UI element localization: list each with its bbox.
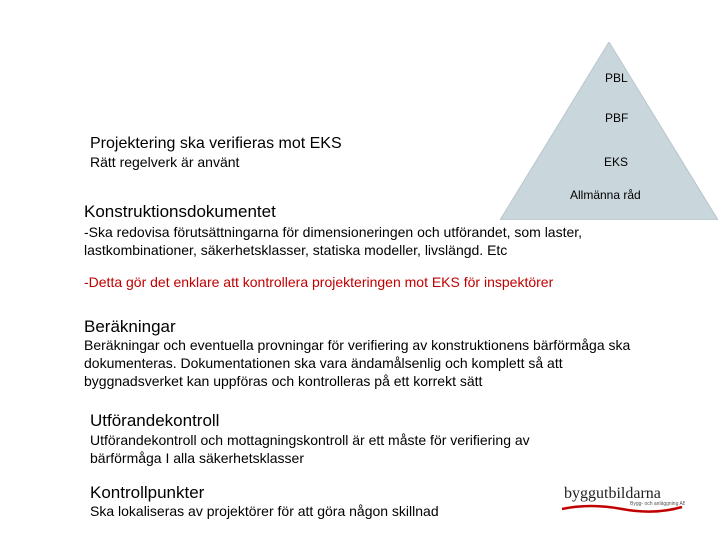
section-utforande-text: Utförandekontroll och mottagningskontroll är ett måste för verifiering av bärförmåga I alla säkerhetsklasser bbox=[90, 432, 530, 466]
pyramid-level-pbl: PBL bbox=[605, 71, 628, 85]
section-kontrollpunkter-text: Ska lokaliseras av projektörer för att göra någon skillnad bbox=[90, 503, 439, 519]
logo-graphic bbox=[560, 483, 685, 523]
pyramid-level-allmanna-rad: Allmänna råd bbox=[570, 188, 641, 202]
section-kontrollpunkter-title: Kontrollpunkter bbox=[90, 483, 205, 502]
section-utforande-title: Utförandekontroll bbox=[90, 411, 220, 430]
section-berakningar-text: Beräkningar och eventuella provningar för verifiering av konstruktionens bärförmåga ska dokumenteras. Dokumentationen ska vara ändamålsenlig och komplett så att byggnadsverket kan uppföras och kontrolleras på ett korrekt sätt bbox=[84, 337, 631, 389]
section-konstruktion-title: Konstruktionsdokumentet bbox=[84, 202, 276, 221]
section-berakningar-title: Beräkningar bbox=[84, 317, 176, 336]
byggutbildarna-logo bbox=[560, 483, 685, 523]
svg-text:byggutbildarna: byggutbildarna bbox=[564, 485, 661, 502]
regulation-pyramid bbox=[500, 42, 718, 220]
pyramid-level-eks: EKS bbox=[604, 155, 629, 169]
section-eks-text: Rätt regelverk är använt bbox=[90, 154, 240, 170]
section-konstruktion-bullet-1: -Ska redovisa förutsättningarna för dimensioneringen och utförandet, som laster, lastkombinationer, säkerhetsklasser, statiska modeller, livslängd. Etc bbox=[84, 224, 583, 258]
pyramid-level-pbf: PBF bbox=[605, 111, 629, 125]
section-konstruktion-bullet-2: -Detta gör det enklare att kontrollera projekteringen mot EKS för inspektörer bbox=[84, 274, 554, 290]
section-eks-title: Projektering ska verifieras mot EKS bbox=[90, 135, 342, 152]
svg-text:Bygg- och anläggning AB: Bygg- och anläggning AB bbox=[630, 501, 685, 507]
